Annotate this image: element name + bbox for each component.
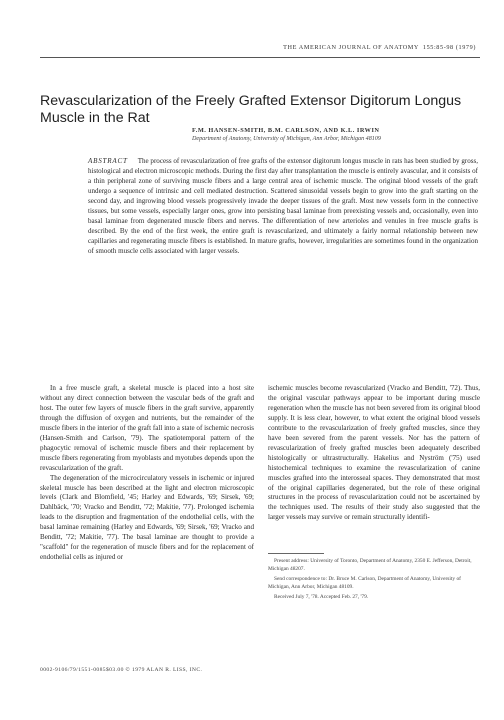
journal-name: THE AMERICAN JOURNAL OF ANATOMY: [283, 44, 419, 51]
copyright-line: 0002-9106/79/1551-0085$03.00 © 1979 ALAN R. LISS, INC.: [40, 667, 203, 673]
header-rule: [40, 57, 480, 58]
abstract-text: The process of revascularization of free grafts of the extensor digitorum longus muscle in rats has been studied by gross, histological and electron microscopic methods. During the first day after transplantation the muscle is entirely avascular, and it consists of a thin peripheral zone of surviving muscle fibers and a large central area of ischemic muscle. The original blood vessels of the graft undergo a sequence of intrinsic and cell mediated destruction. Scattered sinusoidal vessels begin to grow into the graft starting on the second day, and ingrowing blood vessels progressively invade the deeper tissues of the graft. Most new vessels form in the connective tissues, but some vessels, especially larger ones, grow into persisting basal laminae from preexisting vessels and, occasionally, even into basal laminae from degenerated muscle fibers and nerves. The differentiation of new arterioles and venules in free muscle grafts is described. By the end of the first week, the entire graft is revascularized, and ultimately a fairly normal relationship between new capillaries and regenerating muscle fibers is established. In mature grafts, however, irregularities are sometimes found in the organization of smooth muscle cells associated with larger vessels.: [88, 157, 478, 256]
abstract-label: ABSTRACT: [88, 157, 128, 165]
article-authors: F.M. HANSEN-SMITH, B.M. CARLSON, AND K.L. IRWIN: [192, 127, 380, 134]
body-paragraph: In a free muscle graft, a skeletal muscle is placed into a host site without any direct connection between the vascular beds of the graft and host. The outer few layers of muscle fibers in the graft survive, apparently through the diffusion of oxygen and nutrients, but the remainder of the muscle fibers in the interior of the graft fall into a state of ischemic necrosis (Hansen-Smith and Carlson, '79). The spatiotemporal pattern of the phagocytic removal of ischemic muscle fibers and their replacement by muscle fibers regenerating from myoblasts and myotubes depends upon the revascularization of the graft.: [40, 384, 254, 472]
body-column-right: [268, 384, 480, 523]
footnote-rule: [268, 553, 324, 554]
abstract: [88, 156, 478, 256]
article-affiliation: Department of Anatomy, University of Michigan, Ann Arbor, Michigan 48109: [192, 136, 381, 142]
body-paragraph: The degeneration of the microcirculatory vessels in ischemic or injured skeletal muscle has been described at the light and electron microscopic levels (Clark and Blomfield, '45; Harley and Edwards, '69; Sirsek, '69; Dahlbäck, '70; Vracko and Benditt, '72; Makitie, '77). Prolonged ischemia leads to the disruption and fragmentation of the endothelial cells, with the basal laminae remaining (Harley and Edwards, '69; Sirsek, '69; Vracko and Benditt, '72; Makitie, '77). The basal laminae are thought to provide a "scaffold" for the regeneration of muscle fibers and for the replacement of endothelial cells as injured or: [40, 473, 254, 562]
body-column-left: [40, 384, 254, 563]
running-head: [146, 44, 476, 51]
footnote-address: Present address: University of Toronto, Department of Anatomy, 2350 E. Jefferson, Detroit, Michigan 48207.: [268, 558, 472, 572]
journal-citation: 155:85-98 (1979): [422, 44, 476, 51]
footnote-received: Received July 7, '78. Accepted Feb. 27, '79.: [274, 594, 369, 601]
article-title: Revascularization of the Freely Grafted Extensor Digitorum Longus Muscle in the Rat: [40, 93, 462, 126]
footnotes: [268, 558, 480, 605]
footnote-correspondence: Send correspondence to: Dr. Bruce M. Carlson, Department of Anatomy, University of Michigan, Ann Arbor, Michigan 48109.: [268, 576, 461, 590]
body-paragraph: ischemic muscles become revascularized (Vracko and Benditt, '72). Thus, the original vascular pathways appear to be important during muscle regeneration when the muscle has not been severed from its original blood supply. It is less clear, however, to what extent the original blood vessels contribute to the revascularization of freely grafted muscles, since they have been severed from the parent vessels. Nor has the pattern of revascularization of freely grafted muscles been adequately described histologically or ultrastructurally. Hakelius and Nyström ('75) used histochemical techniques to examine the revascularization of canine muscles grafted into the interosseal spaces. They demonstrated that most of the original capillaries degenerated, but the role of these original structures in the process of revascularization could not be ascertained by the techniques used. The results of their study also suggested that the larger vessels may survive or remain structurally identifi-: [268, 384, 480, 522]
